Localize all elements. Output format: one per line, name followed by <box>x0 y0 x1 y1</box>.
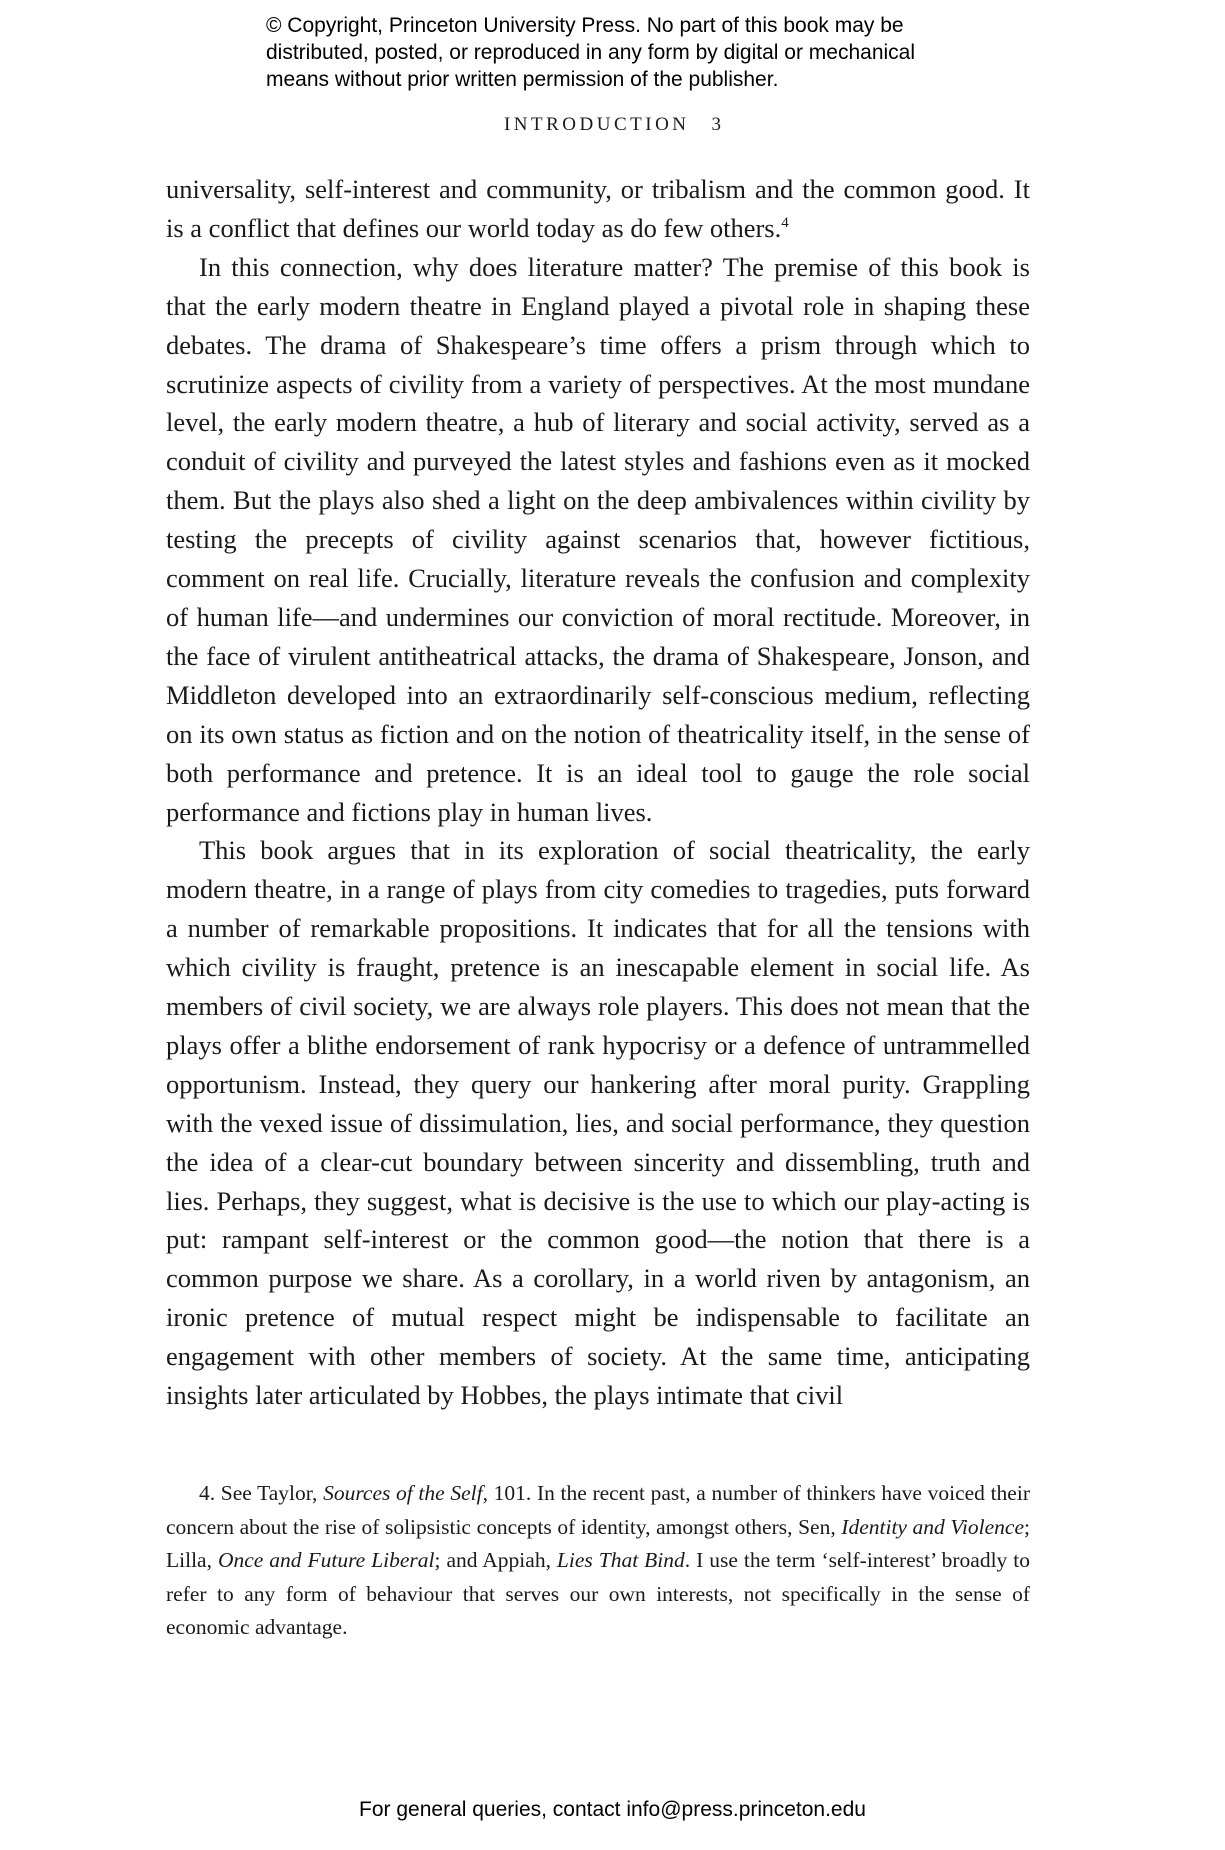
footnote-reference: 4 <box>781 215 789 232</box>
running-head-title: INTRODUCTION <box>503 114 690 135</box>
footnote-run: ; and Appiah, <box>434 1548 557 1573</box>
copyright-line: distributed, posted, or reproduced in any form by digital or mechanical <box>266 41 916 64</box>
running-head <box>0 114 1225 136</box>
footnote-run: 4. See Taylor, <box>199 1481 324 1505</box>
footnote-text <box>166 1477 1030 1645</box>
footnote-title: Once and Future Liberal <box>217 1548 435 1573</box>
footnote-run: ; Lilla, <box>166 1514 1030 1573</box>
page-number: 3 <box>711 114 722 135</box>
contact-footer: For general queries, contact info@press.princeton.edu <box>359 1798 866 1821</box>
paragraph <box>166 170 1030 248</box>
footnote-run: . I use the term ‘self-interest’ broadly to refer to any form of behaviour that serves our own interests, not specifically in the sense of economic advantage. <box>166 1548 1030 1640</box>
footnote-title: Identity and Violence <box>841 1514 1025 1539</box>
copyright-notice <box>266 12 1026 93</box>
footnote <box>166 1477 1030 1645</box>
main-text <box>166 170 1030 1415</box>
copyright-line: © Copyright, Princeton University Press. No part of this book may be <box>266 14 904 37</box>
paragraph: In this connection, why does literature matter? The premise of this book is that the early modern theatre in England played a pivotal role in shaping these debates. The drama of Shakespeare’s time offers a prism through which to scrutinize aspects of civility from a variety of perspectives. At the most mundane level, the early modern theatre, a hub of literary and social activity, served as a conduit of civility and purveyed the latest styles and fashions even as it mocked them. But the plays also shed a light on the deep ambivalences within civility by testing the precepts of civility against scenarios that, however fictitious, comment on real life. Crucially, literature reveals the confusion and complexity of human life—and undermines our conviction of moral rectitude. Moreover, in the face of virulent antitheatrical attacks, the drama of Shakespeare, Jonson, and Middleton developed into an extraordinarily self-conscious medium, reflecting on its own status as fiction and on the notion of theatricality itself, in the sense of both performance and pretence. It is an ideal tool to gauge the role social performance and fictions play in human lives. <box>166 251 1030 827</box>
footnote-title: Sources of the Self <box>323 1481 483 1505</box>
paragraph: This book argues that in its exploration of social theatricality, the early modern theatre, in a range of plays from city comedies to tragedies, puts forward a number of remarkable propositions. It indicates that for all the tensions with which civility is fraught, pretence is an inescapable element in social life. As members of civil society, we are always role players. This does not mean that the plays offer a blithe endorsement of rank hypocrisy or a defence of untrammelled opportunism. Instead, they query our hankering after moral purity. Grappling with the vexed issue of dissimulation, lies, and social performance, they question the idea of a clear-cut boundary between sincerity and dissembling, truth and lies. Perhaps, they suggest, what is decisive is the use to which our play-acting is put: rampant self-interest or the common good—the notion that there is a common purpose we share. As a corollary, in a world riven by antagonism, an ironic pretence of mutual respect might be indispensable to facilitate an engagement with other members of society. At the same time, anticipating insights later articulated by Hobbes, the plays intimate that civil <box>166 835 1030 1411</box>
copyright-line: means without prior written permission of the publisher. <box>266 68 779 91</box>
footnote-run: , 101. In the recent past, a number of thinkers have voiced their concern about the rise of solipsistic concepts of identity, amongst others, Sen, <box>166 1481 1030 1539</box>
footnote-title: Lies That Bind <box>556 1548 685 1573</box>
paragraph-text: universality, self-interest and community, or tribalism and the common good. It is a conflict that defines our world today as do few others. <box>166 174 1030 243</box>
